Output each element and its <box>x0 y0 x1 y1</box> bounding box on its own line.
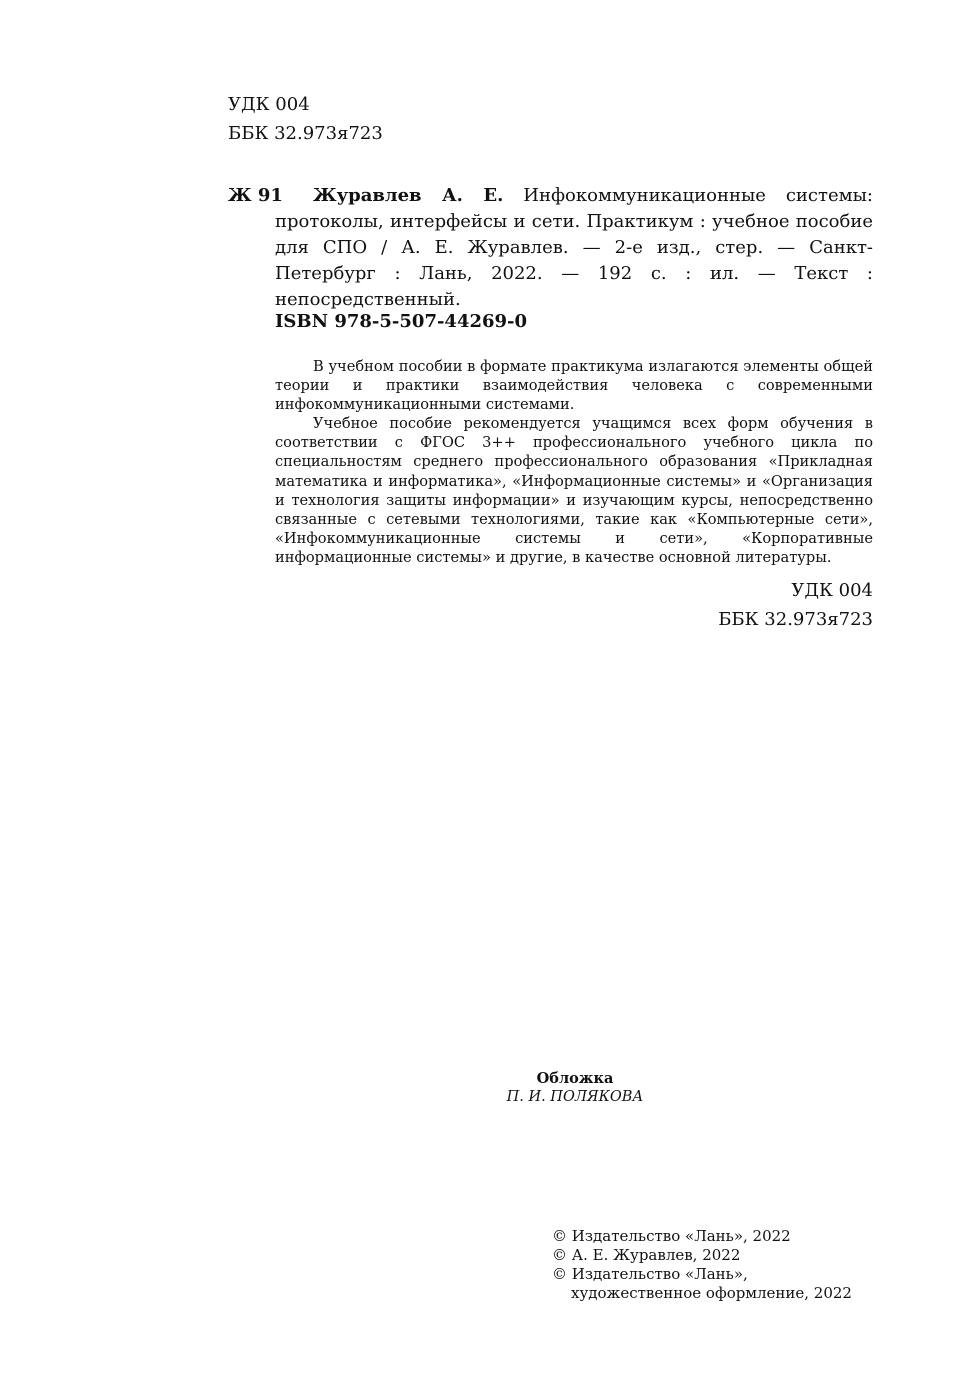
cover-label: Обложка <box>536 1070 614 1087</box>
udk-code: УДК 004 <box>228 94 310 115</box>
annotation-paragraph: Учебное пособие рекомендуется учащимся всех форм обучения в соответствии с ФГОС 3++ профессионального учебного цикла по специальностям среднего профессионального образования «Прикладная математика и информатика», «Информационные системы» и «Организация и технология защиты информации» и изучающим курсы, непосредственно связанные с сетевыми технологиями, такие как «Компьютерные сети», «Инфокоммуникационные системы и сети», «Корпоративные информационные системы» и другие, в качестве основной литературы. <box>275 415 873 566</box>
bbk-code: ББК 32.973я723 <box>718 609 873 630</box>
author-mark: Ж 91 <box>228 185 283 206</box>
bbk-code: ББК 32.973я723 <box>228 123 383 144</box>
isbn-number: ISBN 978-5-507-44269-0 <box>275 311 528 332</box>
bibliographic-record <box>275 183 873 313</box>
copyright-notice <box>552 1227 882 1303</box>
book-annotation <box>275 357 873 567</box>
copyright-line-continuation: художественное оформление, 2022 <box>571 1284 852 1302</box>
bibliographic-description: Инфокоммуникационные системы: протоколы, интерфейсы и сети. Практикум : учебное пособие для СПО / А. Е. Журавлев. — 2-е изд., стер. — Санкт-Петербург : Лань, 2022. — 192 с. : ил. — Текст : непосредственный. <box>275 185 873 310</box>
copyright-line: © Издательство «Лань», 2022 <box>552 1227 791 1245</box>
copyright-line: © А. Е. Журавлев, 2022 <box>552 1246 741 1264</box>
classification-codes-bottom <box>575 576 873 634</box>
author-name: Журавлев А. Е. <box>313 185 504 206</box>
copyright-line: © Издательство «Лань», <box>552 1265 748 1283</box>
udk-code: УДК 004 <box>791 580 873 601</box>
cover-credit <box>380 1070 770 1106</box>
cover-designer: П. И. ПОЛЯКОВА <box>506 1089 644 1105</box>
classification-codes-top <box>228 90 488 148</box>
annotation-paragraph: В учебном пособии в формате практикума излагаются элементы общей теории и практики взаимодействия человека с современными инфокоммуникационными системами. <box>275 358 873 414</box>
